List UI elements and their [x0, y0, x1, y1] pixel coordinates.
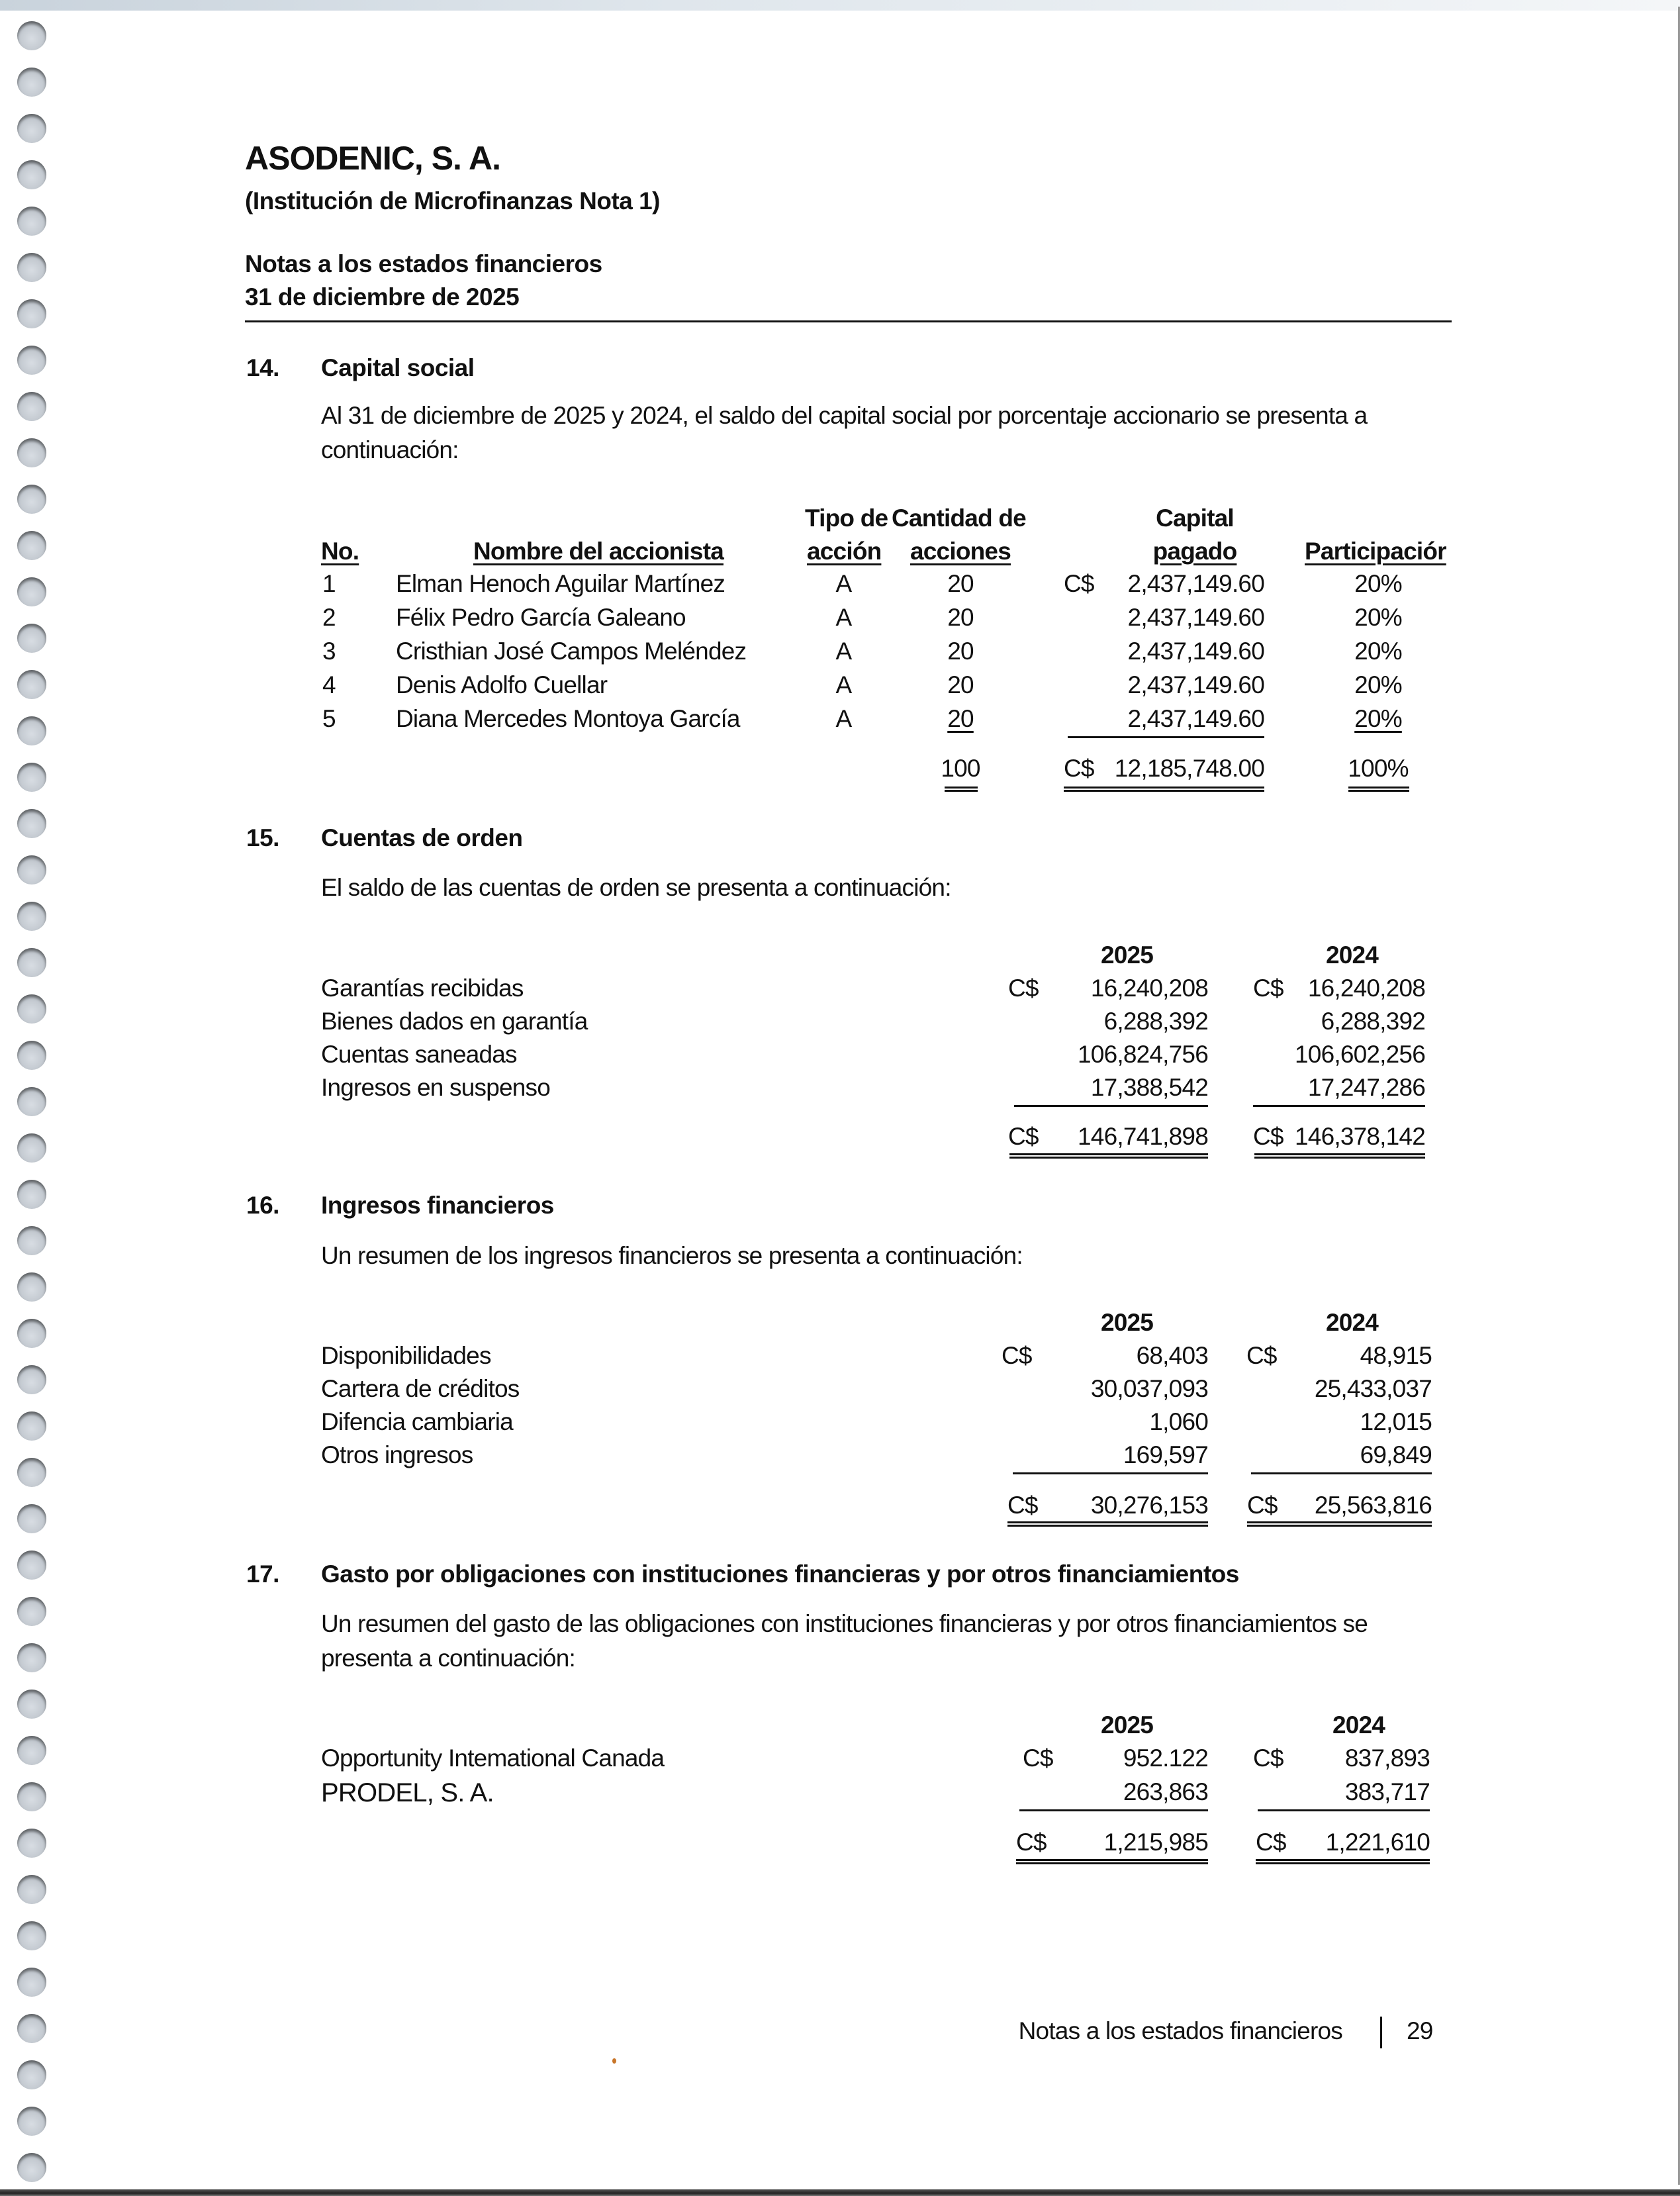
binding-hole-icon: [17, 1365, 46, 1394]
binding-hole-icon: [17, 253, 46, 282]
row-value-2024: 17,247,286: [1307, 1074, 1425, 1101]
row-value-2024: 383,717: [1344, 1778, 1430, 1805]
scan-top-edge: [0, 0, 1680, 11]
binding-hole-icon: [17, 1597, 46, 1626]
year-header-2024: 2024: [1325, 1309, 1379, 1336]
row-tipo: A: [835, 705, 852, 732]
row-label: Difencia cambiaria: [321, 1408, 513, 1435]
total-double-rule: [1348, 787, 1409, 792]
row-tipo: A: [835, 570, 852, 597]
year-header-2024: 2024: [1325, 941, 1379, 969]
binding-hole-icon: [17, 1782, 46, 1811]
total-currency: C$: [1064, 755, 1094, 782]
binding-hole-icon: [17, 1319, 46, 1348]
document-title: Notas a los estados financieros: [245, 250, 602, 277]
binding-hole-icon: [17, 809, 46, 838]
section-17-number: 17.: [246, 1560, 279, 1588]
col-header-participacion: Participaciór: [1305, 538, 1446, 565]
total-double-rule: [1009, 1153, 1208, 1159]
total-currency: C$: [1008, 1123, 1039, 1150]
total-value-2024: 1,221,610: [1325, 1829, 1430, 1856]
row-label: Ingresos en suspenso: [321, 1074, 551, 1101]
row-value-2025: 6,288,392: [1103, 1008, 1208, 1035]
binding-hole-icon: [17, 68, 46, 97]
total-double-rule: [1256, 1859, 1430, 1864]
binding-hole-icon: [17, 1411, 46, 1441]
row-participacion: 20%: [1354, 705, 1402, 732]
binding-hole-icon: [17, 670, 46, 699]
binding-hole-icon: [17, 994, 46, 1024]
binding-hole-icon: [17, 2060, 46, 2089]
year-header-2025: 2025: [1100, 1711, 1154, 1739]
binding-hole-icon: [17, 207, 46, 236]
total-double-rule: [1064, 787, 1264, 792]
row-participacion: 20%: [1354, 671, 1402, 698]
row-currency: C$: [1253, 1744, 1283, 1772]
row-capital: 2,437,149.60: [1127, 671, 1264, 698]
row-value-2025: 16,240,208: [1090, 975, 1208, 1002]
binding-hole-icon: [17, 624, 46, 653]
row-value-2025: 30,037,093: [1090, 1375, 1208, 1402]
binding-hole-icon: [17, 1643, 46, 1672]
row-value-2025: 106,824,756: [1078, 1041, 1208, 1068]
row-participacion: 20%: [1354, 638, 1402, 665]
row-name: Elman Henoch Aguilar Martínez: [396, 570, 725, 597]
binding-hole-icon: [17, 1504, 46, 1533]
binding-hole-icon: [17, 1551, 46, 1580]
binding-hole-icon: [17, 1180, 46, 1209]
section-17-body-line2: presenta a continuación:: [321, 1645, 575, 1672]
section-16-title: Ingresos financieros: [321, 1192, 554, 1219]
row-name: Félix Pedro García Galeano: [396, 604, 686, 631]
row-value-2024: 12,015: [1360, 1408, 1432, 1435]
total-cantidad: 100: [941, 755, 980, 782]
binding-hole-icon: [17, 1272, 46, 1302]
binding-hole-icon: [17, 1087, 46, 1116]
section-15-body: El saldo de las cuentas de orden se presenta a continuación:: [321, 874, 951, 901]
row-value-2024: 25,433,037: [1314, 1375, 1432, 1402]
row-value-2025: 263,863: [1123, 1778, 1208, 1805]
binding-hole-icon: [17, 1736, 46, 1765]
footer-label: Notas a los estados financieros: [1018, 2017, 1342, 2044]
binding-hole-icon: [17, 855, 46, 884]
company-subtitle: (Institución de Microfinanzas Nota 1): [245, 187, 660, 215]
total-value-2024: 146,378,142: [1295, 1123, 1425, 1150]
binding-hole-icon: [17, 1041, 46, 1070]
document-date: 31 de diciembre de 2025: [245, 283, 520, 310]
year-header-2024: 2024: [1332, 1711, 1385, 1739]
total-double-rule: [945, 787, 978, 792]
row-no: 1: [322, 570, 336, 597]
section-16-number: 16.: [246, 1192, 279, 1219]
binding-hole-icon: [17, 2107, 46, 2136]
binding-hole-icon: [17, 160, 46, 189]
row-value-2024: 837,893: [1344, 1744, 1430, 1772]
section-14-body-line2: continuación:: [321, 436, 459, 463]
binding-hole-icon: [17, 1829, 46, 1858]
section-15-title: Cuentas de orden: [321, 824, 523, 851]
row-no: 3: [322, 638, 336, 665]
col-header-capital-line2: pagado: [1152, 538, 1237, 565]
row-value-2025: 1,060: [1149, 1408, 1208, 1435]
row-capital: 2,437,149.60: [1127, 705, 1264, 732]
row-capital: 2,437,149.60: [1127, 570, 1264, 597]
binding-hole-icon: [17, 948, 46, 977]
binding-hole-icon: [17, 1921, 46, 1950]
row-value-2025: 169,597: [1123, 1441, 1208, 1468]
row-name: Cristhian José Campos Meléndez: [396, 638, 747, 665]
row-participacion: 20%: [1354, 604, 1402, 631]
binding-hole-icon: [17, 1133, 46, 1163]
row-no: 2: [322, 604, 336, 631]
section-14-body-line1: Al 31 de diciembre de 2025 y 2024, el saldo del capital social por porcentaje accionario se presenta a: [321, 402, 1368, 429]
year-header-2025: 2025: [1100, 941, 1154, 969]
total-double-rule: [1247, 1521, 1432, 1527]
footer-separator: [1380, 2017, 1382, 2048]
binding-hole-icon: [17, 485, 46, 514]
row-label: Opportunity Intemational Canada: [321, 1744, 665, 1772]
col-header-tipo-line2: acción: [807, 538, 882, 565]
company-name: ASODENIC, S. A.: [245, 140, 500, 177]
total-double-rule: [1007, 1521, 1208, 1527]
binding-hole-icon: [17, 2153, 46, 2182]
row-currency: C$: [1008, 975, 1039, 1002]
row-label: Bienes dados en garantía: [321, 1008, 588, 1035]
row-value-2024: 106,602,256: [1295, 1041, 1425, 1068]
binding-hole-icon: [17, 392, 46, 421]
total-participacion: 100%: [1348, 755, 1409, 782]
total-double-rule: [1254, 1153, 1425, 1159]
year-header-2025: 2025: [1100, 1309, 1154, 1336]
page-bottom-edge: [0, 2189, 1680, 2196]
subtotal-rule: [1253, 1105, 1425, 1107]
binding-hole-icon: [17, 763, 46, 792]
subtotal-rule: [1068, 736, 1264, 738]
total-double-rule: [1016, 1859, 1208, 1864]
col-header-name: Nombre del accionista: [473, 538, 723, 565]
col-header-capital-line1: Capital: [1156, 504, 1234, 532]
col-header-cantidad-line2: acciones: [910, 538, 1011, 565]
row-currency: C$: [1023, 1744, 1053, 1772]
binding-hole-icon: [17, 1690, 46, 1719]
row-currency: C$: [1246, 1342, 1277, 1369]
binding-hole-icon: [17, 1968, 46, 1997]
total-currency: C$: [1247, 1492, 1278, 1519]
row-tipo: A: [835, 671, 852, 698]
subtotal-rule: [1251, 1472, 1432, 1474]
section-15-number: 15.: [246, 824, 279, 851]
row-value-2024: 69,849: [1360, 1441, 1432, 1468]
col-header-no: No.: [321, 538, 359, 565]
row-value-2025: 68,403: [1136, 1342, 1208, 1369]
total-capital: 12,185,748.00: [1114, 755, 1264, 782]
row-label: PRODEL, S. A.: [321, 1778, 494, 1807]
row-participacion: 20%: [1354, 570, 1402, 597]
row-label: Otros ingresos: [321, 1441, 473, 1468]
row-cantidad: 20: [947, 604, 974, 631]
total-value-2025: 30,276,153: [1090, 1492, 1208, 1519]
row-currency: C$: [1002, 1342, 1032, 1369]
binding-hole-icon: [17, 1458, 46, 1487]
row-label: Cartera de créditos: [321, 1375, 520, 1402]
row-capital: 2,437,149.60: [1127, 638, 1264, 665]
row-cantidad: 20: [947, 570, 974, 597]
total-currency: C$: [1256, 1829, 1286, 1856]
row-currency: C$: [1064, 570, 1094, 597]
row-cantidad: 20: [947, 671, 974, 698]
binding-hole-icon: [17, 531, 46, 560]
scan-speck: [612, 2058, 616, 2064]
subtotal-rule: [1013, 1472, 1208, 1474]
binding-hole-icon: [17, 902, 46, 931]
binding-hole-icon: [17, 346, 46, 375]
total-currency: C$: [1007, 1492, 1038, 1519]
section-17-title: Gasto por obligaciones con instituciones financieras y por otros financiamientos: [321, 1560, 1239, 1588]
row-name: Denis Adolfo Cuellar: [396, 671, 608, 698]
row-name: Diana Mercedes Montoya García: [396, 705, 740, 732]
section-16-body: Un resumen de los ingresos financieros se presenta a continuación:: [321, 1242, 1023, 1269]
binding-hole-icon: [17, 1875, 46, 1904]
row-value-2024: 48,915: [1360, 1342, 1432, 1369]
row-tipo: A: [835, 604, 852, 631]
subtotal-rule: [1258, 1809, 1430, 1811]
row-label: Garantías recibidas: [321, 975, 524, 1002]
binding-hole-icon: [17, 21, 46, 50]
section-14-title: Capital social: [321, 354, 475, 381]
total-currency: C$: [1253, 1123, 1283, 1150]
page-number: 29: [1407, 2017, 1433, 2044]
row-no: 5: [322, 705, 336, 732]
row-capital: 2,437,149.60: [1127, 604, 1264, 631]
row-value-2025: 17,388,542: [1090, 1074, 1208, 1101]
binding-hole-icon: [17, 114, 46, 143]
col-header-tipo-line1: Tipo de: [805, 504, 888, 532]
total-value-2025: 146,741,898: [1078, 1123, 1208, 1150]
row-cantidad: 20: [947, 705, 974, 732]
row-cantidad: 20: [947, 638, 974, 665]
row-tipo: A: [835, 638, 852, 665]
row-value-2024: 6,288,392: [1321, 1008, 1425, 1035]
total-value-2025: 1,215,985: [1103, 1829, 1208, 1856]
binding-hole-icon: [17, 438, 46, 467]
row-value-2024: 16,240,208: [1307, 975, 1425, 1002]
row-label: Cuentas saneadas: [321, 1041, 517, 1068]
row-no: 4: [322, 671, 336, 698]
binding-hole-icon: [17, 1226, 46, 1255]
binding-hole-icon: [17, 716, 46, 745]
binding-hole-icon: [17, 2014, 46, 2043]
header-divider: [245, 320, 1452, 322]
row-value-2025: 952.122: [1123, 1744, 1208, 1772]
section-14-number: 14.: [246, 354, 279, 381]
binding-hole-icon: [17, 299, 46, 328]
row-currency: C$: [1253, 975, 1283, 1002]
section-17-body-line1: Un resumen del gasto de las obligaciones con instituciones financieras y por otros financiamientos se: [321, 1610, 1368, 1637]
row-label: Disponibilidades: [321, 1342, 491, 1369]
total-currency: C$: [1016, 1829, 1047, 1856]
col-header-cantidad-line1: Cantidad de: [892, 504, 1026, 532]
subtotal-rule: [1019, 1809, 1208, 1811]
binding-hole-icon: [17, 577, 46, 606]
total-value-2024: 25,563,816: [1314, 1492, 1432, 1519]
subtotal-rule: [1014, 1105, 1208, 1107]
